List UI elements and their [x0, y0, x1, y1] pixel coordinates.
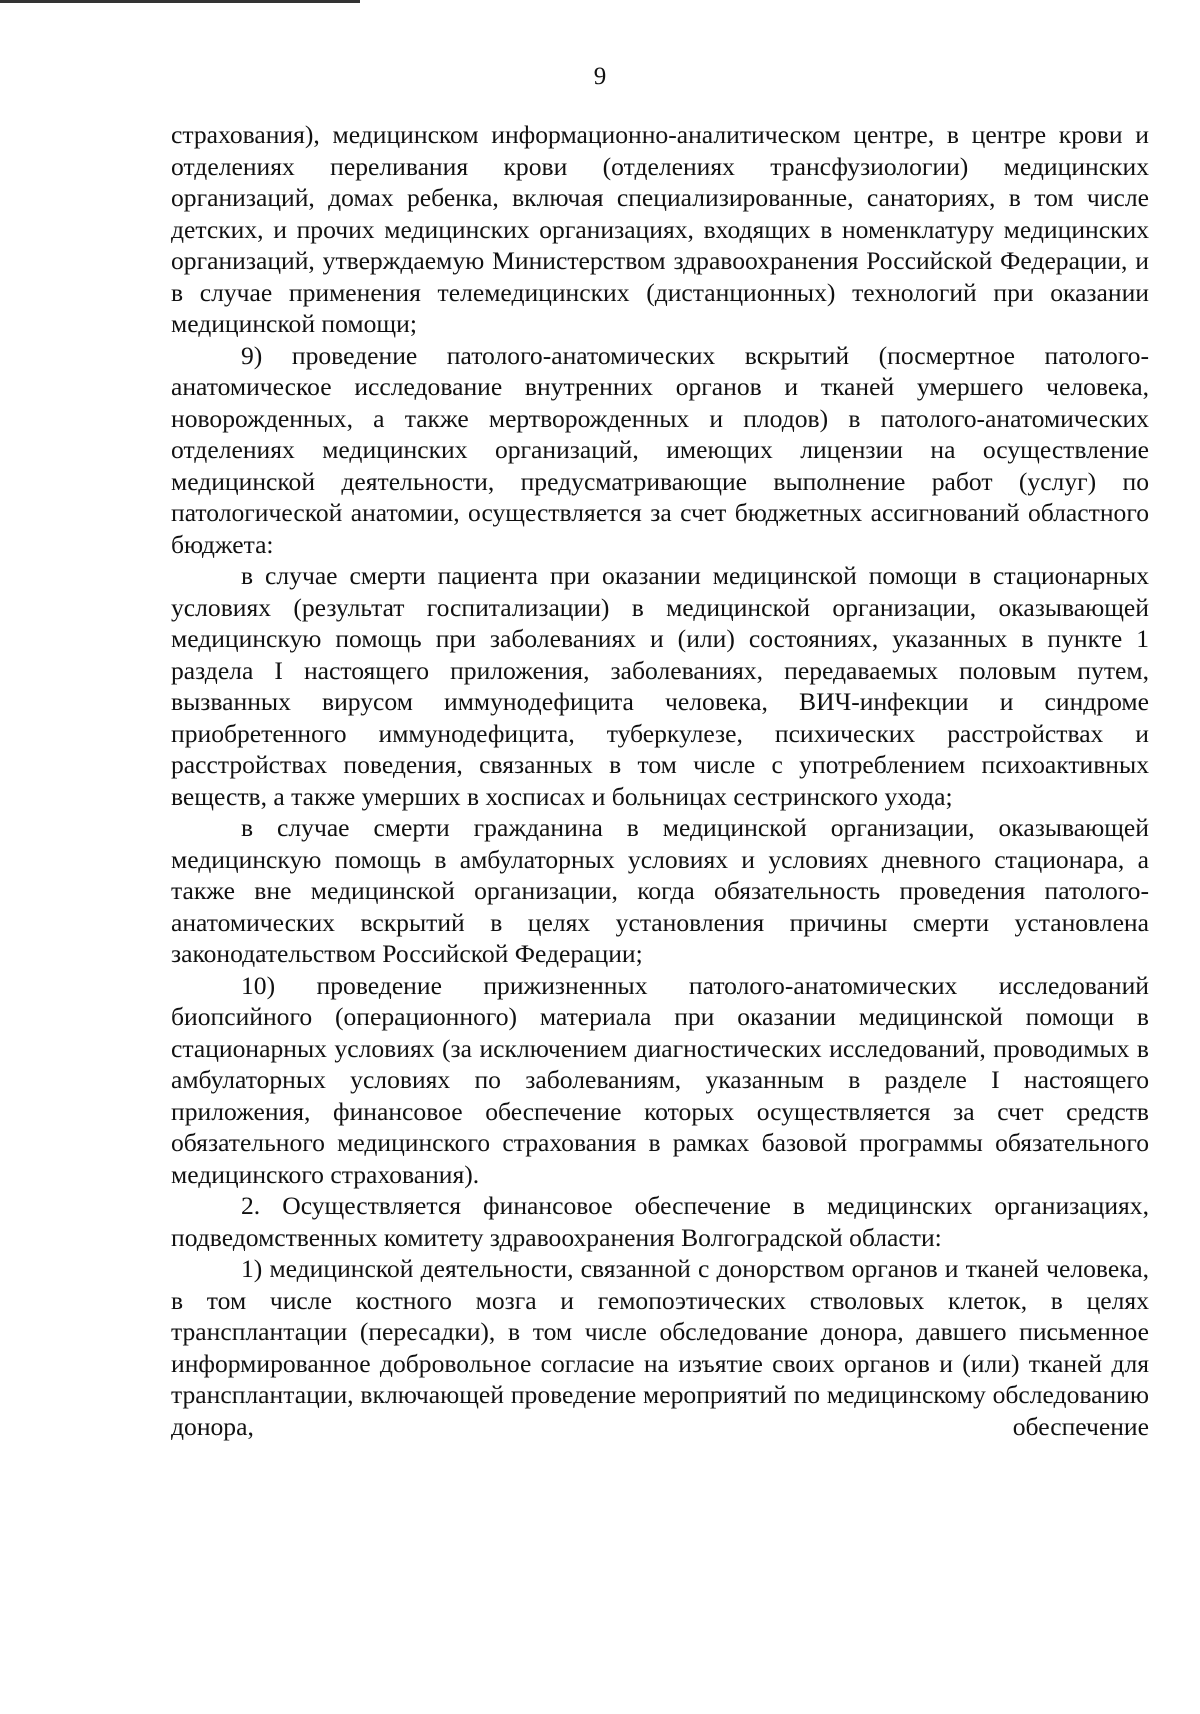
paragraph-medical-organizations: страхования), медицинском информационно-аналитическом центре, в центре крови и отделениях переливания крови (отделениях трансфузиологии) медицинских организаций, домах ребенка, включая специализированные, санаториях, в том числе детских, и прочих медицинских организациях, входящих в номенклатуру медицинских организаций, утверждаемую Министерством здравоохранения Российской Федерации, и в случае применения телемедицинских (дистанционных) технологий при оказании медицинской помощи;: [171, 120, 1149, 338]
scan-edge: [0, 0, 1200, 3]
page-number: 9: [593, 63, 607, 90]
paragraph-item-10-biopsy: 10) проведение прижизненных патолого-анатомических исследований биопсийного (операционного) материала при оказании медицинской помощи в стационарных условиях (за исключением диагностических исследований, проводимых в амбулаторных условиях по заболеваниям, указанным в разделе I настоящего приложения, финансовое обеспечение которых осуществляется за счет средств обязательного медицинского страхования в рамках базовой программы обязательного медицинского страхования).: [171, 970, 1149, 1189]
document-body: [171, 119, 1149, 1442]
paragraph-section-2: 2. Осуществляется финансовое обеспечение в медицинских организациях, подведомственных комитету здравоохранения Волгоградской области:: [171, 1191, 1149, 1252]
paragraph-death-inpatient: в случае смерти пациента при оказании медицинской помощи в стационарных условиях (результат госпитализации) в медицинской организации, оказывающей медицинскую помощь при заболеваниях и (или) состояниях, указанных в пункте 1 раздела I настоящего приложения, заболеваниях, передаваемых половым путем, вызванных вирусом иммунодефицита человека, ВИЧ-инфекции и синдроме приобретенного иммунодефицита, туберкулезе, психических расстройствах и расстройствах поведения, связанных в том числе с употреблением психоактивных веществ, а также умерших в хосписах и больницах сестринского ухода;: [171, 561, 1149, 811]
paragraph-death-outpatient: в случае смерти гражданина в медицинской организации, оказывающей медицинскую помощь в амбулаторных условиях и условиях дневного стационара, а также вне медицинской организации, когда обязательность проведения патолого-анатомических вскрытий в целях установления причины смерти установлена законодательством Российской Федерации;: [171, 813, 1149, 968]
paragraph-item-1-donation: 1) медицинской деятельности, связанной с донорством органов и тканей человека, в том числе костного мозга и гемопоэтических стволовых клеток, в целях трансплантации (пересадки), в том числе обследование донора, давшего письменное информированное добровольное согласие на изъятие своих органов и (или) тканей для трансплантации, включающей проведение мероприятий по медицинскому обследованию донора, обеспечение: [171, 1254, 1149, 1441]
paragraph-item-9-autopsies: 9) проведение патолого-анатомических вскрытий (посмертное патолого-анатомическое исследование внутренних органов и тканей умершего человека, новорожденных, а также мертворожденных и плодов) в патолого-анатомических отделениях медицинских организаций, имеющих лицензии на осуществление медицинской деятельности, предусматривающие выполнение работ (услуг) по патологической анатомии, осуществляется за счет бюджетных ассигнований областного бюджета:: [171, 340, 1149, 559]
